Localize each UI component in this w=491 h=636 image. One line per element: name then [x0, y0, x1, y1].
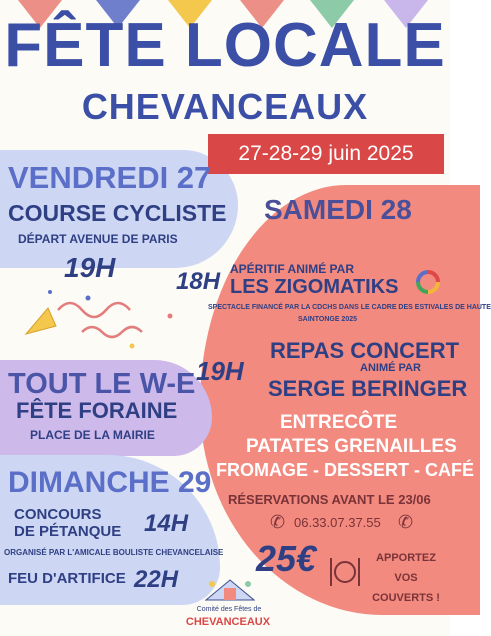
- committee-logo: [202, 574, 258, 604]
- menu-item-3: FROMAGE - DESSERT - CAFÉ: [216, 460, 475, 480]
- friday-time: 19H: [64, 252, 116, 283]
- party-horn-icon: [22, 286, 202, 356]
- fireworks-event: FEU D'ARTIFICE: [8, 570, 126, 587]
- dinner-sub-label: ANIMÉ PAR: [360, 362, 421, 374]
- friday-event: COURSE CYCLISTE: [8, 200, 227, 226]
- weekend-detail: PLACE DE LA MAIRIE: [30, 428, 155, 442]
- phone-number: 06.33.07.37.55: [294, 515, 381, 530]
- friday-heading: VENDREDI 27: [8, 160, 212, 195]
- phone-icon: ✆: [398, 512, 414, 533]
- bring-cutlery-note: APPORTEZ VOS COUVERTS !: [372, 552, 440, 604]
- dinner-label: REPAS CONCERT: [270, 338, 460, 363]
- petanque-time: 14H: [144, 510, 189, 537]
- petanque-organizer: ORGANISÉ PAR L'AMICALE BOULISTE CHEVANCELAISE: [4, 548, 224, 557]
- date-banner: 27-28-29 juin 2025: [208, 134, 444, 174]
- band-name: LES ZIGOMATIKS: [230, 276, 399, 298]
- weekend-heading: TOUT LE W-E: [8, 368, 196, 400]
- aperitif-time: 18H: [176, 268, 221, 295]
- friday-detail: DÉPART AVENUE DE PARIS: [18, 232, 178, 246]
- sunday-heading: DIMANCHE 29: [8, 466, 212, 499]
- aperitif-label: APÉRITIF ANIMÉ PAR: [230, 262, 355, 276]
- phone-icon: ✆: [270, 512, 286, 533]
- reservation-note: RÉSERVATIONS AVANT LE 23/06: [228, 492, 431, 507]
- fireworks-time: 22H: [134, 566, 179, 593]
- committee-label: Comité des Fêtes de: [196, 606, 262, 613]
- town-name: CHEVANCEAUX: [81, 86, 369, 127]
- committee-town: CHEVANCEAUX: [185, 616, 271, 628]
- menu-item-2: PATATES GRENAILLES: [246, 436, 457, 457]
- saturday-heading: SAMEDI 28: [264, 194, 412, 225]
- weekend-event: FÊTE FORAINE: [16, 398, 178, 423]
- menu-item-1: ENTRECÔTE: [280, 412, 398, 433]
- petanque-event: CONCOURS DE PÉTANQUE: [14, 506, 122, 540]
- poster-title: FÊTE LOCALE: [4, 11, 446, 80]
- sponsor-logo: [414, 268, 442, 298]
- funding-note-line2: SAINTONGE 2025: [298, 316, 358, 323]
- cutlery-plate-icon: [328, 550, 362, 590]
- funding-note: SPECTACLE FINANCÉ PAR LA CDCHS DANS LE CADRE DES ESTIVALES DE HAUTE: [208, 304, 491, 311]
- dinner-price: 25€: [256, 538, 317, 579]
- dinner-time: 19H: [196, 356, 244, 386]
- singer-name: SERGE BERINGER: [268, 376, 468, 401]
